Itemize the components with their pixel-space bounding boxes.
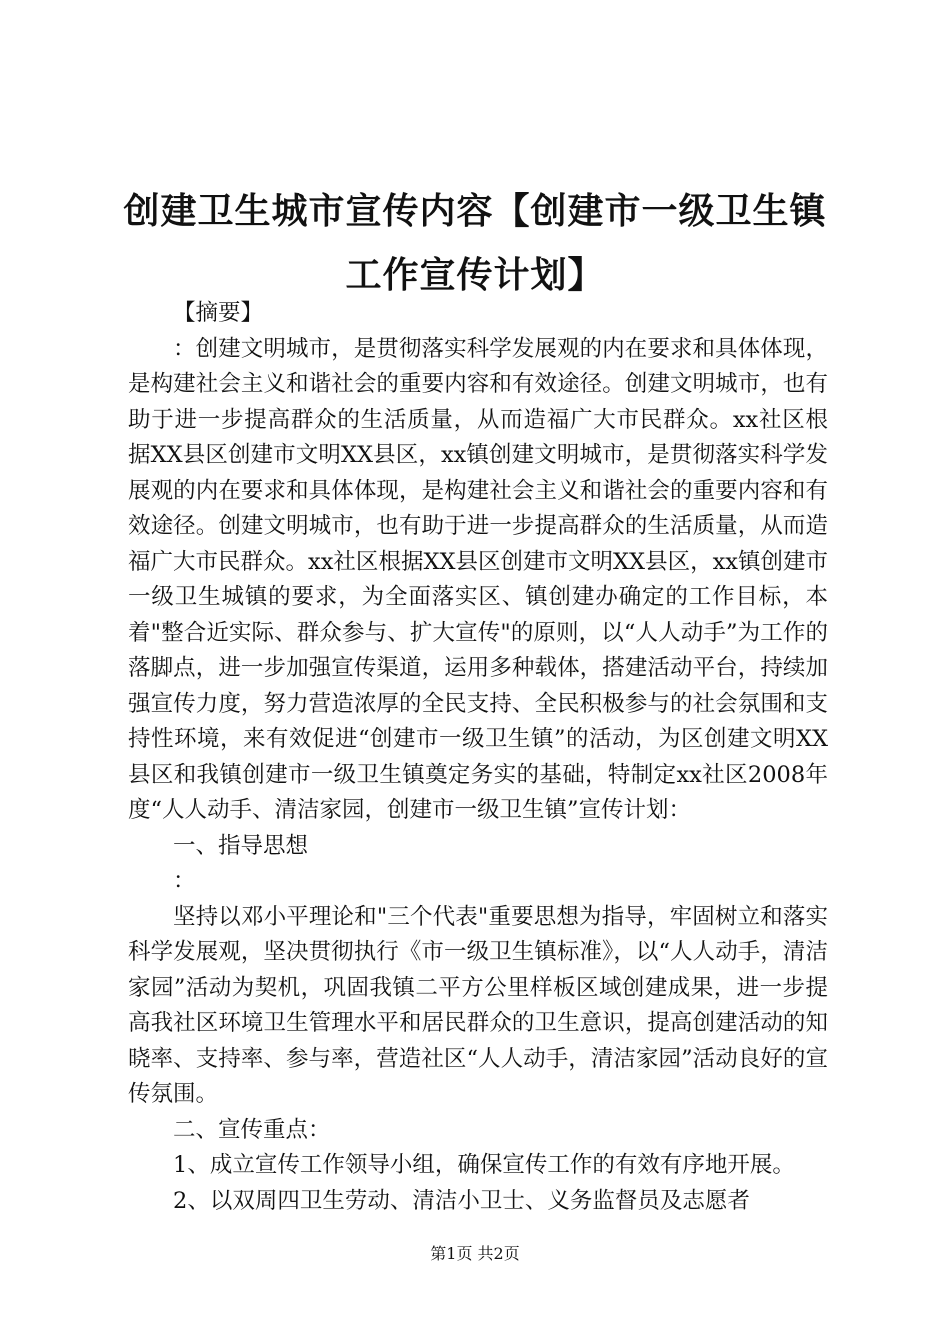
abstract-heading: 【摘要】 [173,300,264,326]
section-heading-guiding-ideology: 一、指导思想 [173,832,309,859]
abstract-paragraph: ：创建文明城市，是贯彻落实科学发展观的内在要求和具体体现，是构建社会主义和谐社会的重要内容和有效途径。创建文明城市，也有助于进一步提高群众的生活质量，从而造福广大市民群众。xx社区根据XX县区创建市文明XX县区，xx镇创建文明城市，是贯彻落实科学发展观的内在要求和具体体现，是构建社会主义和谐社会的重要内容和有效途径。创建文明城市，也有助于进一步提高群众的生活质量，从而造福广大市民群众。xx社区根据XX县区创建市文明XX县区，xx镇创建市一级卫生城镇的要求，为全面落实区、镇创建办确定的工作目标，本着"整合近实际、群众参与、扩大宣传"的原则，以“人人动手”为工作的落脚点，进一步加强宣传渠道，运用多种载体，搭建活动平台，持续加强宣传力度，努力营造浓厚的全民支持、全民积极参与的社会氛围和支持性环境，来有效促进“创建市一级卫生镇”的活动，为区创建文明XX县区和我镇创建市一级卫生镇奠定务实的基础，特制定xx社区2008年度“人人动手、清洁家园，创建市一级卫生镇”宣传计划： [128,335,828,823]
colon-line: ： [173,868,196,894]
document-title: 创建卫生城市宣传内容【创建市一级卫生镇工作宣传计划】 [123,191,827,296]
publicity-item-2: 2、以双周四卫生劳动、清洁小卫士、义务监督员及志愿者 [173,1187,750,1214]
section-heading-publicity-focus: 二、宣传重点： [173,1116,331,1143]
publicity-item-1: 1、成立宣传工作领导小组，确保宣传工作的有效有序地开展。 [173,1152,795,1178]
document-body [128,296,828,1219]
guiding-ideology-paragraph: 坚持以邓小平理论和"三个代表"重要思想为指导，牢固树立和落实科学发展观，坚决贯彻执行《市一级卫生镇标准》，以“人人动手，清洁家园”活动为契机，巩固我镇二平方公里样板区域创建成果，进一步提高我社区环境卫生管理水平和居民群众的卫生意识，提高创建活动的知晓率、支持率、参与率，营造社区“人人动手，清洁家园”活动良好的宣传氛围。 [128,903,828,1107]
page-number: 第1页 共2页 [430,1244,520,1263]
